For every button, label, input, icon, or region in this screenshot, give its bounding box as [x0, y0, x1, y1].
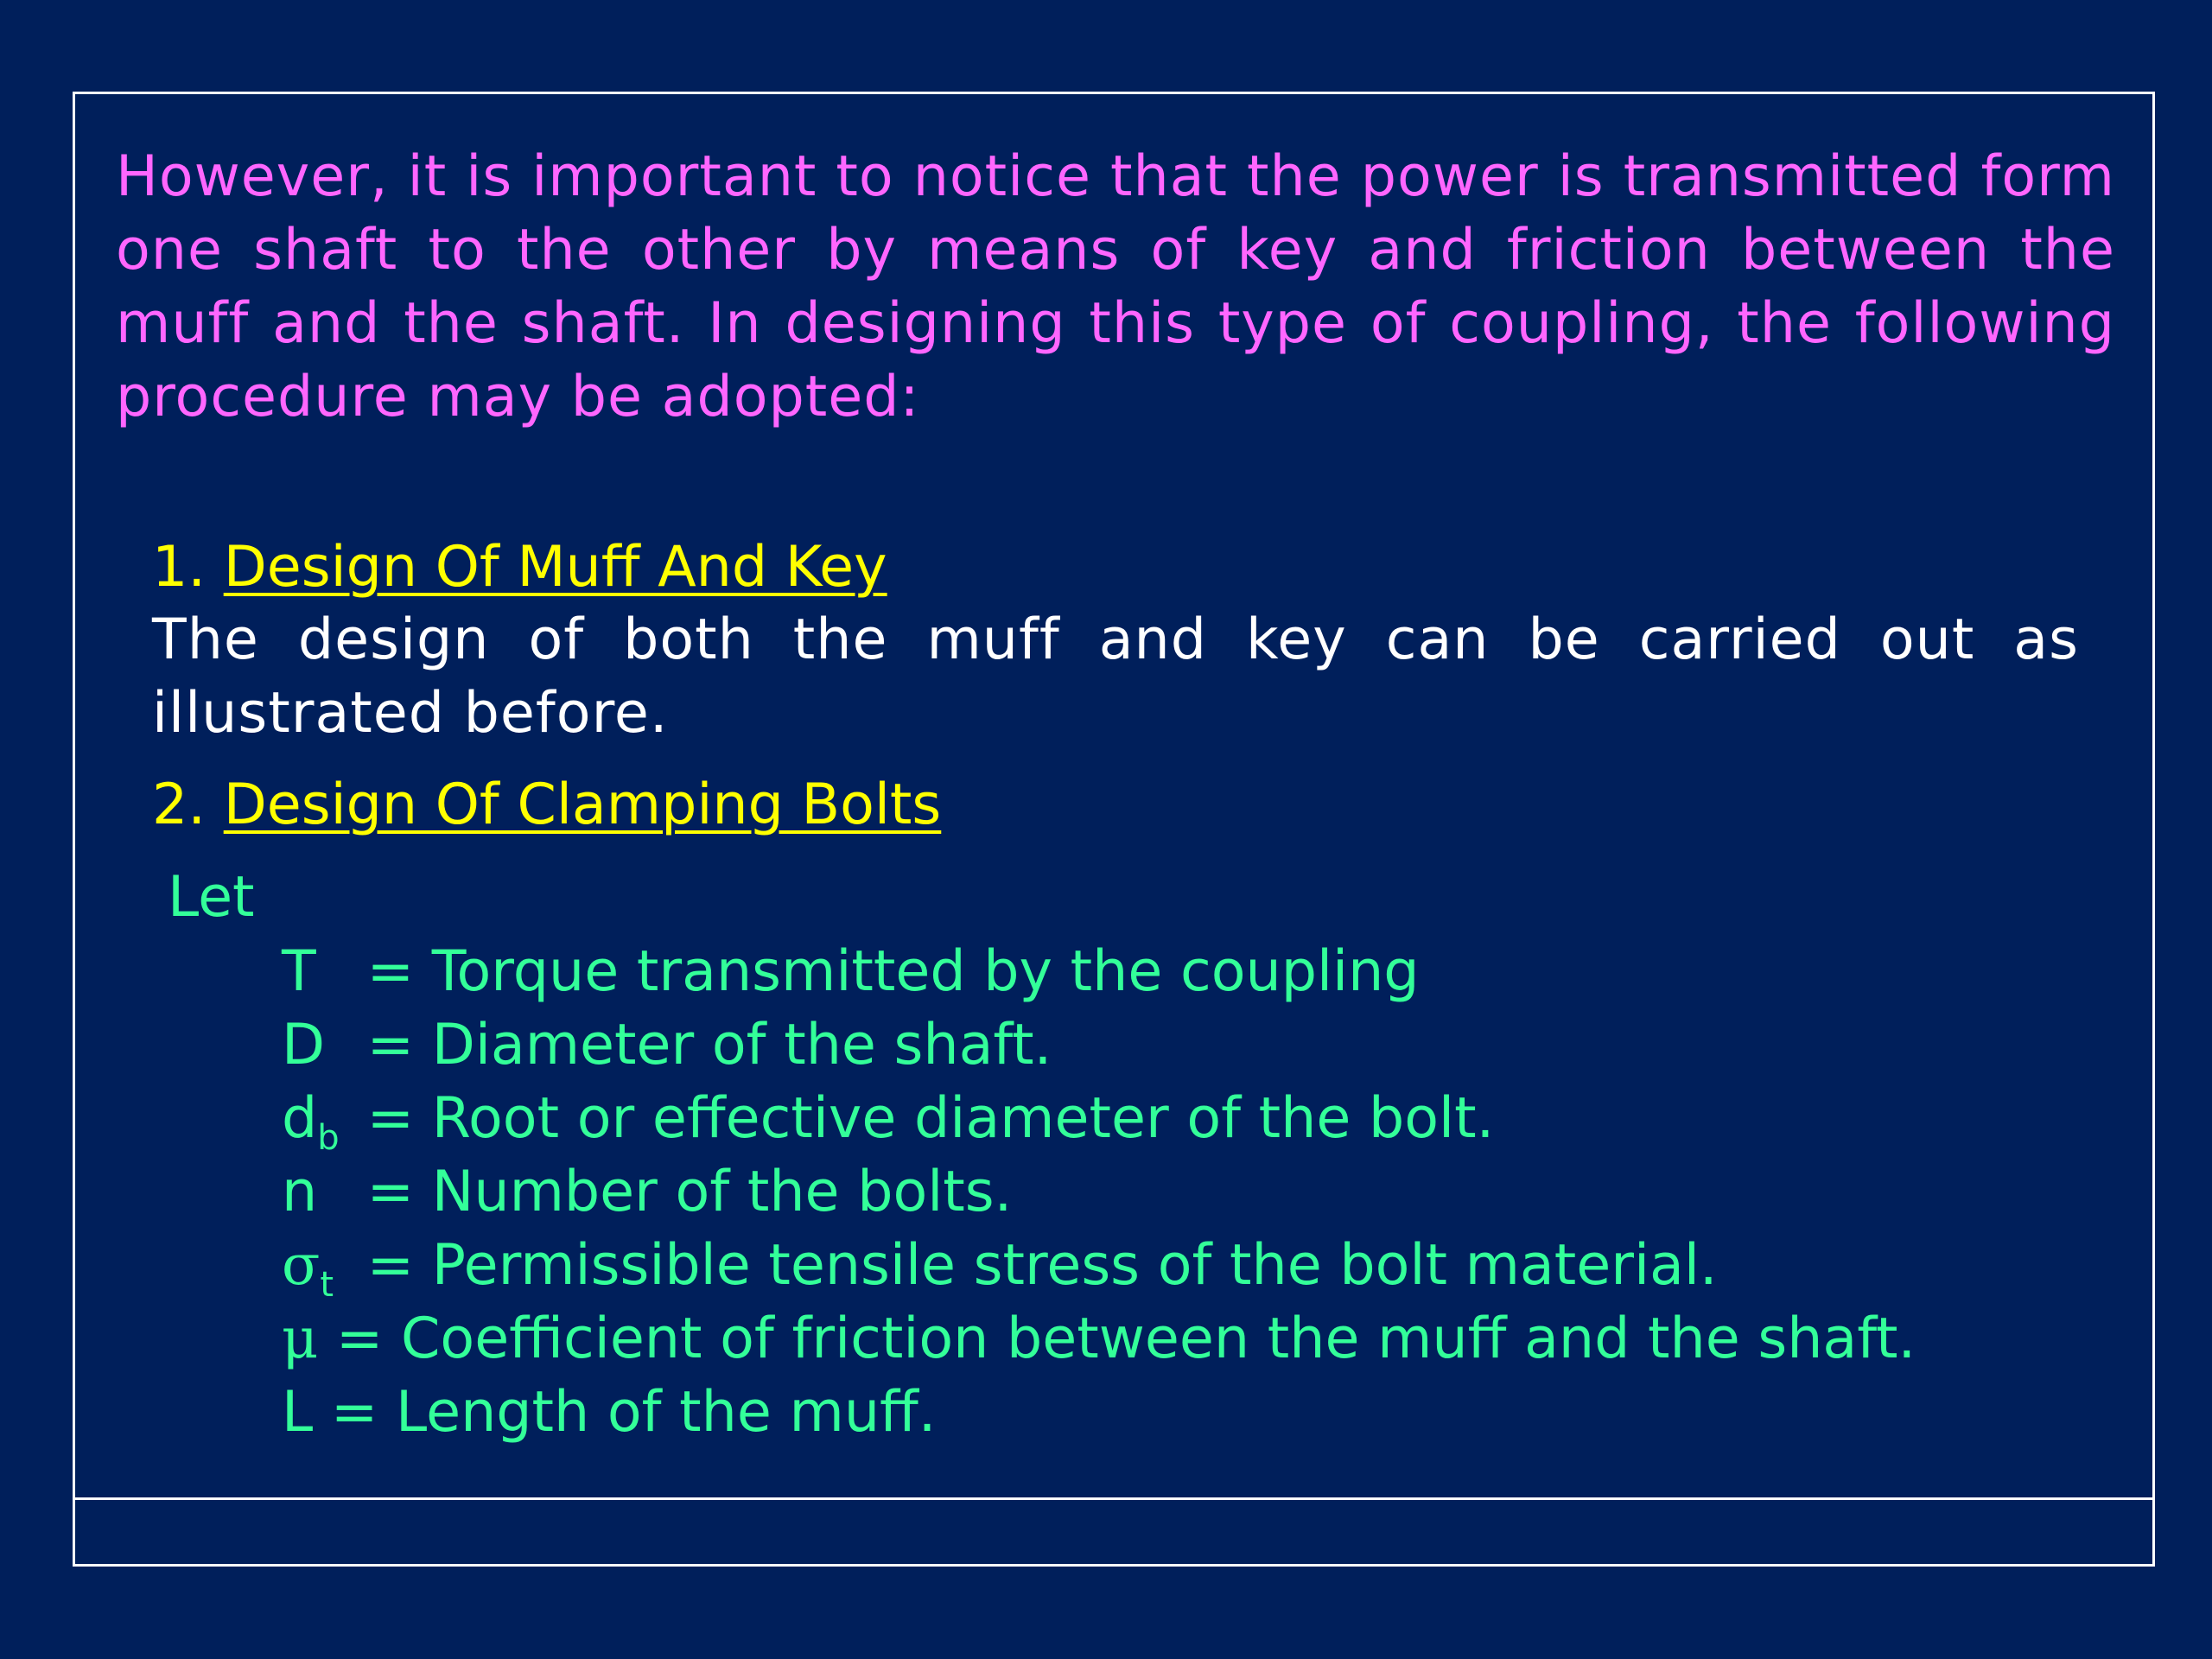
definition-text: = Number of the bolts. [349, 1160, 1013, 1224]
definition-symbol: n [282, 1160, 318, 1224]
section-title: Design Of Muff And Key [223, 535, 887, 600]
definition-symbol: μ [282, 1306, 319, 1371]
definition-item [282, 1302, 1916, 1376]
definition-symbol: $d_b$ [282, 1086, 340, 1158]
definition-symbol: T [282, 939, 316, 1004]
definition-symbol: D [282, 1013, 326, 1077]
section-heading-muff-key [152, 531, 887, 604]
definition-item [282, 935, 1916, 1008]
section-heading-clamping-bolts [152, 768, 941, 842]
intro-paragraph: However, it is important to notice that the power is transmitted form one shaft to the other by means of key and friction between the muff and the shaft. In designing this type of coupling, the following procedure may be adopted: [116, 144, 2115, 429]
definition-text: = Permissible tensile stress of the bolt material. [349, 1233, 1718, 1298]
section-number: 1. [152, 535, 224, 600]
definition-item [282, 1155, 1916, 1229]
definition-text: = Root or effective diameter of the bolt. [349, 1086, 1495, 1151]
definition-text: = Diameter of the shaft. [349, 1013, 1052, 1077]
section-number: 2. [152, 772, 224, 837]
definition-item [282, 1008, 1916, 1082]
definition-item [282, 1082, 1916, 1158]
footer-divider [73, 1497, 2155, 1500]
definition-symbol: L [282, 1380, 314, 1445]
definition-text: = Length of the muff. [313, 1380, 937, 1445]
definition-item [282, 1376, 1916, 1449]
definition-text: = Torque transmitted by the coupling [349, 939, 1420, 1004]
section-title: Design Of Clamping Bolts [223, 772, 942, 837]
definition-text: = Coefficient of friction between the muff and the shaft. [318, 1306, 1916, 1371]
definition-symbol: $\sigma_t$ [282, 1233, 334, 1305]
let-label: Let [168, 865, 255, 930]
section-body: The design of both the muff and key can be carried out as illustrated before. [152, 607, 2079, 746]
definition-item [282, 1229, 1916, 1305]
definition-list [282, 935, 1916, 1449]
